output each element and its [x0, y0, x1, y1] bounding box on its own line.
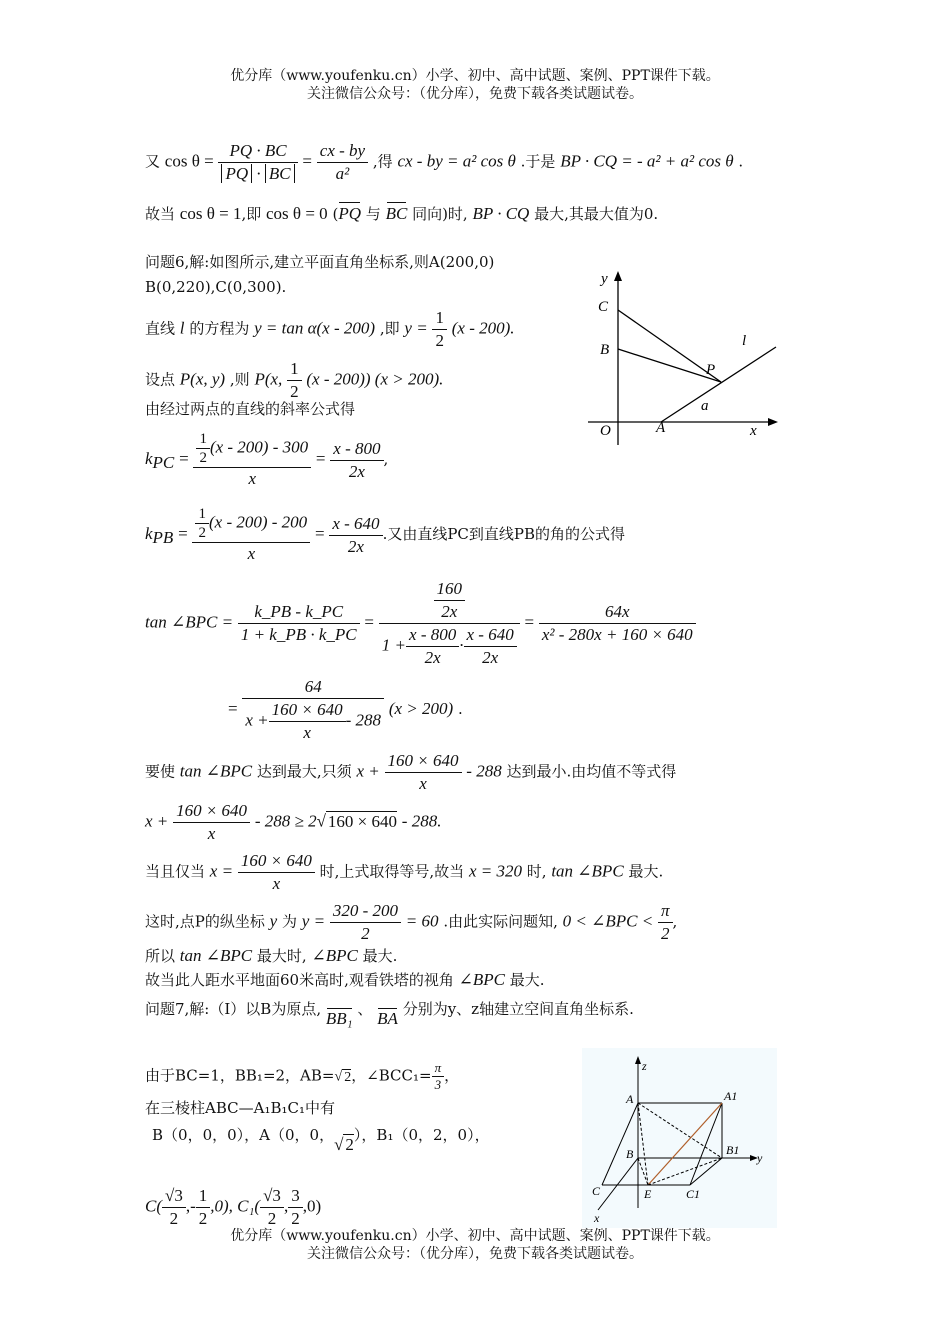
math: ∠BPC [458, 970, 505, 989]
math: ,0), C₁( [210, 1196, 261, 1216]
text: , [672, 912, 678, 931]
y-axis-arrow [614, 271, 622, 281]
label-O: O [600, 423, 611, 439]
text: 与 [365, 205, 381, 223]
math: 160 × 640 [385, 750, 462, 773]
fraction [288, 1185, 303, 1230]
math: x [248, 469, 257, 488]
math: 2 [361, 924, 370, 943]
math: 2x [347, 536, 364, 556]
math: k_PB - k_PC [238, 601, 360, 624]
text: .由此实际问题知, [443, 912, 558, 931]
math: (x - 200)) (x > 200). [306, 369, 444, 389]
math: 0 < ∠BPC < [562, 911, 654, 931]
fraction [464, 624, 517, 669]
math: 160 [434, 578, 466, 601]
prism-figure [582, 1048, 777, 1228]
math: x - 640 [329, 513, 382, 536]
math: 2 [291, 1209, 300, 1228]
text: 直线 [145, 319, 176, 338]
math: ,0) [302, 1196, 322, 1216]
watermark-bg [582, 1048, 777, 1228]
text: 问题7,解:（I）以B为原点, [145, 1000, 322, 1018]
text: ， [444, 1066, 460, 1085]
math: 64x [539, 601, 696, 624]
math: 2 [198, 1209, 208, 1228]
math: tan ∠BPC [179, 761, 253, 781]
math: 2 [290, 382, 299, 401]
p7-line3: 在三棱柱ABC—A₁B₁C₁中有 [145, 1099, 335, 1117]
math: x [207, 824, 216, 843]
math: BC [265, 164, 295, 183]
math: - 288 ≥ 2 [254, 811, 317, 831]
label-y: y [601, 271, 608, 287]
math: tan ∠BPC [179, 946, 253, 965]
math: - 288 [466, 761, 502, 781]
math: 2x [441, 602, 458, 621]
math: PQ [338, 204, 361, 223]
math: (x > 200) [388, 699, 454, 718]
label-E: E [644, 1187, 652, 1201]
math: y = tan α(x - 200) [254, 318, 376, 338]
text: .又由直线PC到直线PB的角的公式得 [382, 525, 626, 543]
math: 2 [344, 1069, 352, 1085]
math: · [256, 164, 261, 183]
text: ,则 [229, 370, 250, 389]
label-C: C [598, 299, 609, 315]
fraction [260, 1185, 284, 1230]
fraction [195, 505, 209, 542]
math: (x - 200) - 200 [208, 512, 308, 532]
text: 又 [145, 152, 161, 171]
fraction [539, 601, 696, 646]
coordinate-figure [588, 265, 788, 450]
math: C( [145, 1196, 162, 1216]
p5-line1 [145, 140, 743, 184]
p6-s5 [145, 947, 397, 965]
label-B1: B1 [726, 1143, 740, 1157]
tan-formula: tan ∠BPC = $\frac{k\_PB - k\_PC}{1 + k\_PB \cdot k\_PC}$ = $\frac{160}{2x}$ 1 + $\frac{x - 800}{2x}$ · $\frac{x - 640}{2x}$ = $\frac{64x}{\text{x² - 280x + 160 × 640}}$ [145, 578, 696, 668]
text: 时,上式取得等号,故当 [319, 862, 465, 881]
math: BP · CQ = - a² + a² cos θ [560, 151, 734, 171]
text: 达到最小.由均值不等式得 [506, 762, 677, 781]
math: y = [301, 911, 326, 931]
fraction [242, 676, 384, 744]
math: x = 320 [468, 861, 522, 881]
label-A1: A1 [724, 1089, 738, 1103]
math: k [145, 524, 153, 543]
math: = [228, 699, 238, 718]
math: l [179, 318, 185, 338]
text: 达到最大,只须 [256, 762, 352, 781]
math: cos θ = [164, 151, 214, 171]
label-l: l [742, 333, 747, 349]
p5-line2 [145, 205, 658, 223]
p6-s4 [145, 900, 677, 945]
kpb-formula: $k_{PB}$ = $\frac{1}{2}$ (x - 200) - 200 x = $\frac{x - 640}{2x}$ .又由直线PC到直线PB的角的公式得 [145, 506, 626, 563]
label-P: P [706, 362, 716, 378]
fraction [162, 1185, 186, 1230]
fraction [238, 601, 360, 646]
math: = [315, 449, 326, 468]
text: 最大时, [256, 947, 307, 965]
math: PQ · BC [229, 141, 287, 160]
math: BB₁ [325, 1009, 353, 1028]
fraction [379, 578, 520, 669]
p7-line5 [145, 1185, 321, 1230]
math: BA [377, 1009, 398, 1028]
text: 当且仅当 [145, 862, 206, 881]
math: (x - 200). [451, 318, 515, 338]
fraction [238, 850, 315, 895]
math: BC [385, 204, 408, 223]
math: 2x [482, 648, 499, 667]
fraction [173, 800, 250, 845]
math: x = [209, 861, 234, 881]
label-x: x [750, 423, 757, 439]
fraction [196, 430, 210, 467]
math: x - 800 [330, 438, 383, 461]
text: 这时,点P的纵坐标 [145, 912, 265, 931]
text: 设点 [145, 370, 176, 389]
fraction [330, 438, 383, 483]
math: π [432, 1060, 445, 1077]
math: PB [152, 528, 174, 547]
text: ,即 [241, 205, 262, 223]
fraction [432, 1060, 445, 1093]
math: x [303, 723, 311, 742]
fraction [192, 505, 310, 565]
math: 3 [434, 1077, 442, 1092]
text: ( [332, 205, 339, 223]
math: P(x, [254, 369, 283, 389]
math: π [658, 900, 673, 923]
math: √3 [260, 1185, 284, 1208]
math: - 288 [345, 710, 382, 730]
math: (x - 200) - 300 [209, 437, 309, 457]
p6-s3 [145, 850, 663, 895]
math: BP · CQ [472, 204, 530, 223]
line-l [661, 347, 776, 422]
text: 所以 [145, 947, 176, 965]
footer-line-2: 关注微信公众号：（优分库），免费下载各类试题试卷。 [307, 1246, 643, 1262]
fraction [329, 513, 382, 558]
text: 为 [281, 912, 297, 931]
p7-line2: 由于BC=1，BB₁=2，AB=√ 2，∠BCC₁= $\frac{\pi}{3}$ ， [145, 1060, 460, 1092]
math: x² - 280x + 160 × 640 [541, 625, 693, 644]
math: - 288. [401, 811, 442, 831]
math: 2x [424, 648, 441, 667]
header-line-2: 关注微信公众号：（优分库），免费下载各类试题试卷。 [307, 86, 643, 102]
fraction [193, 430, 311, 490]
math: 2 [660, 924, 670, 943]
fraction [218, 140, 297, 185]
math: ,- [185, 1196, 196, 1216]
text: 最大,其最大值为0. [534, 205, 659, 223]
math: = [302, 151, 313, 171]
text: . [738, 152, 744, 171]
math: 2 [169, 1209, 179, 1228]
math: 2 [267, 1209, 277, 1228]
p7-line4: B（0，0，0），A（0，0，√ 2），B₁（0，2，0）， [152, 1126, 490, 1154]
text: ,得 [372, 152, 393, 171]
math: 2x [348, 461, 365, 481]
math: tan ∠BPC = [145, 612, 234, 632]
math: x + [245, 710, 269, 730]
p6-s1 [145, 750, 676, 795]
text: 由于BC=1，BB₁=2，AB= [145, 1066, 335, 1085]
math: cx - by [317, 140, 368, 163]
fraction [434, 578, 466, 623]
text: 时, [526, 862, 547, 881]
math: = 60 [405, 911, 439, 931]
math: 1 [196, 430, 210, 449]
label-A: A [656, 420, 666, 436]
kpc-formula: $k_{PC}$ = $\frac{1}{2}$ (x - 200) - 300 x = $\frac{x - 800}{2x}$ , [145, 431, 389, 488]
math: x + [356, 761, 380, 781]
math: y [269, 911, 278, 931]
p6-s6 [145, 971, 545, 989]
math: 1 [196, 1185, 211, 1208]
math: cos θ = 1 [179, 204, 242, 223]
math: P(x, y) [179, 369, 226, 389]
math: x - 800 [406, 624, 459, 647]
math: ∠BPC [311, 946, 358, 965]
p6-line4 [145, 358, 443, 403]
text: ），B₁（0，2，0）， [353, 1126, 490, 1144]
math: x [272, 874, 281, 893]
p6-line1: 问题6,解:如图所示,建立平面直角坐标系,则A(200,0) [145, 253, 495, 271]
text: 要使 [145, 762, 176, 781]
math: 160 × 640 [269, 699, 346, 722]
p6-s2: x + $\frac{160 \times 640}{x}$ - 288 ≥ 2√ 160 × 640 - 288. [145, 801, 442, 843]
math: √3 [162, 1185, 186, 1208]
fraction [658, 900, 673, 945]
math: 64 [242, 676, 384, 699]
label-y: y [757, 1151, 763, 1165]
math: 160 × 640 [238, 850, 315, 873]
math: cos θ = 0 [266, 204, 328, 223]
label-B: B [626, 1147, 634, 1161]
math: x + [145, 811, 169, 831]
label-x: x [594, 1211, 600, 1225]
fraction [287, 358, 302, 403]
math: k [145, 449, 153, 468]
math: 2 [199, 450, 207, 466]
fraction [196, 1185, 211, 1230]
p6-line2: B(0,220),C(0,300). [145, 278, 287, 296]
label-B: B [600, 342, 610, 358]
text: .于是 [520, 152, 556, 171]
label-z: z [642, 1059, 647, 1073]
text: 同向)时, [412, 205, 468, 223]
math: · [459, 635, 464, 655]
math: 2 [435, 331, 444, 350]
text: ，∠BCC₁= [351, 1066, 432, 1085]
text: 最大. [509, 971, 545, 989]
text: 最大. [628, 862, 664, 881]
math: 1 [432, 307, 447, 330]
fraction [432, 307, 447, 352]
math: x [247, 544, 256, 563]
text: 故当此人距水平地面60米高时,观看铁塔的视角 [145, 971, 454, 989]
header-line-1: 优分库（www.youfenku.cn）小学、初中、高中试题、案例、PPT课件下载。 [230, 68, 720, 84]
math: PQ [221, 164, 252, 183]
label-C: C [592, 1184, 601, 1198]
math: x - 640 [464, 624, 517, 647]
math: 1 + [381, 635, 407, 655]
text: 的方程为 [189, 319, 250, 338]
fraction [269, 699, 346, 744]
fraction [330, 900, 401, 945]
footer-line-1: 优分库（www.youfenku.cn）小学、初中、高中试题、案例、PPT课件下载。 [230, 1228, 720, 1244]
tan-formula-2 [228, 676, 463, 744]
math: 160 × 640 [173, 800, 250, 823]
math: 160 × 640 [327, 811, 398, 831]
text: , [383, 450, 389, 468]
math: 1 [195, 505, 209, 524]
math: x [419, 774, 427, 793]
math: 3 [288, 1185, 303, 1208]
fraction [406, 624, 459, 669]
label-A: A [626, 1092, 634, 1106]
p6-line5: 由经过两点的直线的斜率公式得 [145, 400, 356, 418]
x-axis-arrow [768, 418, 778, 426]
text: . [457, 700, 463, 718]
text: 最大. [362, 947, 398, 965]
math: 2 [345, 1135, 354, 1154]
label-a: a [701, 398, 709, 414]
math: tan ∠BPC [551, 861, 624, 881]
math: PC [152, 453, 175, 472]
fraction [317, 140, 368, 185]
p7-line1 [145, 1000, 634, 1028]
fraction [385, 750, 462, 795]
math: a² [335, 164, 350, 183]
label-C1: C1 [686, 1187, 701, 1201]
math: 320 - 200 [330, 900, 401, 923]
math: 1 + k_PB · k_PC [240, 625, 357, 644]
p6-line3 [145, 307, 515, 352]
text: 、 [357, 1000, 373, 1018]
text: B（0，0，0），A（0，0， [152, 1126, 335, 1144]
math: 2 [198, 525, 206, 541]
text: ,即 [379, 319, 400, 338]
text: 分别为y、z轴建立空间直角坐标系. [402, 1000, 634, 1018]
math: 1 [287, 358, 302, 381]
text: 故当 [145, 205, 176, 223]
math: , [283, 1196, 289, 1216]
math: cx - by = a² cos θ [397, 151, 516, 171]
math: y = [404, 318, 428, 338]
